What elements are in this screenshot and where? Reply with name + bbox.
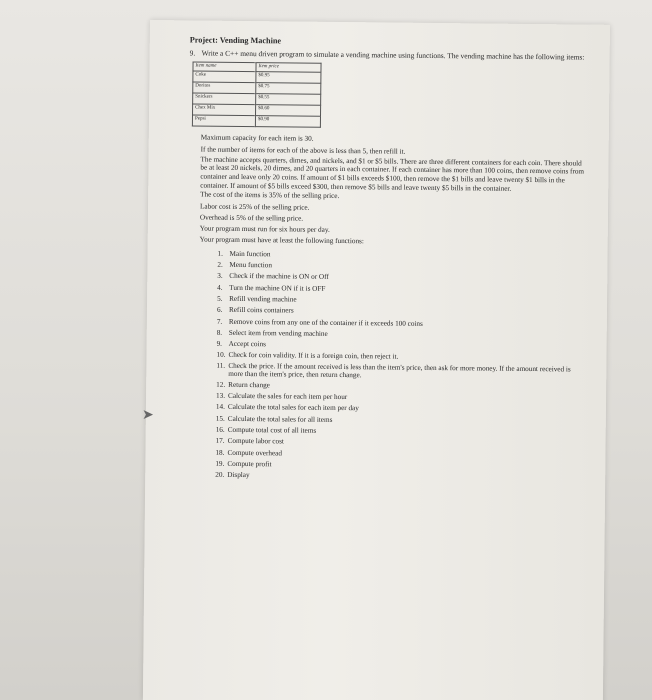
column-header: Item name [193, 62, 256, 72]
question-number: 9. [189, 48, 196, 58]
list-text: Refill vending machine [229, 294, 297, 304]
list-text: Check if the machine is ON or Off [229, 272, 329, 282]
function-list [215, 248, 587, 485]
item-name: Chex Mix [193, 104, 256, 116]
requirement: Overhead is 5% of the selling price. [199, 213, 304, 223]
list-text: Refill coins containers [228, 306, 294, 315]
item-price: $0.55 [256, 94, 321, 106]
list-text: Display [227, 470, 250, 480]
list-number: 16. [215, 425, 225, 434]
list-number: 4. [217, 283, 223, 292]
requirement: Your program must run for six hours per day. [199, 224, 330, 235]
list-text: Main function [229, 249, 271, 259]
list-text: Accept coins [228, 339, 266, 349]
list-number: 3. [217, 272, 223, 281]
item-name: Coke [193, 71, 256, 83]
item-price: $0.90 [255, 116, 320, 128]
list-number: 9. [216, 339, 223, 348]
list-number: 12. [216, 380, 226, 389]
list-text: Compute labor cost [227, 437, 284, 446]
requirements [197, 133, 589, 485]
item-price: $0.60 [256, 105, 321, 117]
list-text: Menu function [229, 260, 273, 270]
list-text: Check for coin validity. If it is a foreign coin, then reject it. [228, 351, 399, 362]
mouse-pointer-icon: ➤ [142, 408, 154, 423]
list-number: 10. [216, 351, 226, 360]
list-number: 13. [216, 391, 226, 400]
list-text: Compute total cost of all items [227, 425, 317, 435]
list-text: Turn the machine ON if it is OFF [229, 283, 326, 293]
requirement: If the number of items for each of the above is less than 5, then refill it. [200, 145, 406, 156]
list-number: 19. [215, 459, 225, 468]
requirement: Your program must have at least the following functions: [199, 235, 364, 246]
list-text: Calculate the sales for each item per hour [228, 391, 348, 402]
list-number: 5. [217, 294, 223, 303]
item-name: Doritos [193, 82, 256, 94]
list-text: Compute overhead [227, 448, 283, 457]
list-text: Remove coins from any one of the container if it exceeds 100 coins [228, 317, 423, 328]
list-number: 7. [216, 317, 223, 326]
list-text: Calculate the total sales for each item per day [227, 403, 359, 413]
requirement: Labor cost is 25% of the selling price. [200, 202, 310, 212]
page-title: Project: Vending Machine [189, 35, 282, 46]
list-number: 14. [215, 403, 225, 412]
list-number: 11. [216, 361, 226, 370]
list-number: 20. [215, 470, 225, 479]
table-row [192, 115, 320, 127]
list-item [216, 361, 586, 381]
list-text: Check the price. If the amount received is less than the item's price, then ask for more money. If the amount received is more than the item's price, then return change. [228, 361, 571, 379]
list-number: 1. [217, 249, 223, 258]
list-text: Return change [228, 380, 270, 389]
list-number: 15. [215, 414, 225, 423]
item-price: $0.75 [256, 83, 321, 95]
requirement: The machine accepts quarters, dimes, and nickels, and $1 or $5 bills. There are three different containers for each coin. There should be at least 20 nickels, 20 dimes, and 20 quarters in each container. If each container has more than 100 coins, then remove coins from container and leave only 20 coins. If amount of $1 bills exceeds $100, then remove the $1 bills and leave twenty $1 bills in the container. If amount of $5 bills exceed $300, then remove $5 bills and leave twenty $5 bills in the container. [200, 155, 585, 193]
list-text: Calculate the total sales for all items [227, 414, 333, 424]
question-text: Write a C++ menu driven program to simulate a vending machine using functions. The vending machine has the following items: [201, 48, 585, 62]
list-number: 6. [216, 305, 223, 315]
question [190, 49, 590, 62]
assignment-document [185, 34, 590, 485]
requirement: The cost of the items is 35% of the selling price. [200, 190, 340, 201]
list-text: Select item from vending machine [228, 328, 328, 338]
items-table [192, 62, 322, 128]
paper-sheet [143, 20, 610, 700]
list-number: 2. [217, 260, 223, 269]
list-text: Compute profit [227, 459, 272, 469]
list-number: 18. [215, 448, 225, 457]
item-name: Snickers [193, 93, 256, 105]
column-header: Item price [256, 63, 321, 73]
requirement: Maximum capacity for each item is 30. [200, 133, 314, 144]
item-name: Pepsi [192, 115, 255, 127]
item-price: $0.95 [256, 72, 321, 84]
list-number: 17. [215, 436, 225, 446]
list-number: 8. [216, 328, 223, 337]
